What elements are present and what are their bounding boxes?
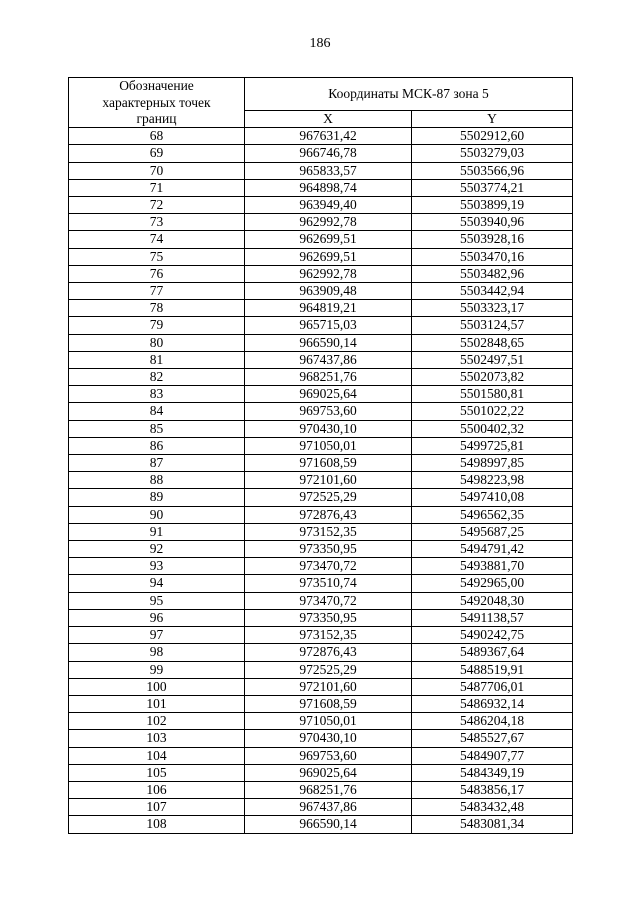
table-row — [69, 214, 573, 231]
table-row — [69, 627, 573, 644]
x-coordinate-cell: 966746,78 — [245, 145, 412, 162]
x-coordinate-cell: 971050,01 — [245, 713, 412, 730]
point-number-cell: 99 — [69, 661, 245, 678]
y-coordinate-cell: 5501022,22 — [412, 403, 573, 420]
x-coordinate-cell: 973470,72 — [245, 592, 412, 609]
table-row — [69, 231, 573, 248]
x-coordinate-cell: 968251,76 — [245, 781, 412, 798]
point-number-cell: 76 — [69, 265, 245, 282]
x-coordinate-cell: 962992,78 — [245, 214, 412, 231]
table-row — [69, 799, 573, 816]
point-number-cell: 108 — [69, 816, 245, 833]
header-point-designation — [69, 78, 245, 128]
y-coordinate-cell: 5503482,96 — [412, 265, 573, 282]
x-coordinate-cell: 971608,59 — [245, 695, 412, 712]
point-number-cell: 70 — [69, 162, 245, 179]
table-row — [69, 179, 573, 196]
point-number-cell: 69 — [69, 145, 245, 162]
table-row — [69, 678, 573, 695]
y-coordinate-cell: 5503899,19 — [412, 197, 573, 214]
x-coordinate-cell: 966590,14 — [245, 816, 412, 833]
y-coordinate-cell: 5483081,34 — [412, 816, 573, 833]
table-row — [69, 283, 573, 300]
y-coordinate-cell: 5502912,60 — [412, 128, 573, 145]
table-row — [69, 592, 573, 609]
table-row — [69, 162, 573, 179]
table-row — [69, 695, 573, 712]
y-coordinate-cell: 5503928,16 — [412, 231, 573, 248]
table-row — [69, 558, 573, 575]
point-number-cell: 78 — [69, 300, 245, 317]
x-coordinate-cell: 972876,43 — [245, 506, 412, 523]
y-coordinate-cell: 5502073,82 — [412, 369, 573, 386]
table-row — [69, 541, 573, 558]
y-coordinate-cell: 5496562,35 — [412, 506, 573, 523]
header-point-line: Обозначение — [119, 78, 194, 94]
table-row — [69, 747, 573, 764]
table-row — [69, 489, 573, 506]
x-coordinate-cell: 967437,86 — [245, 351, 412, 368]
table-body — [69, 128, 573, 833]
x-coordinate-cell: 964819,21 — [245, 300, 412, 317]
x-coordinate-cell: 970430,10 — [245, 730, 412, 747]
x-coordinate-cell: 972876,43 — [245, 644, 412, 661]
y-coordinate-cell: 5483432,48 — [412, 799, 573, 816]
table-row — [69, 197, 573, 214]
table-row — [69, 265, 573, 282]
x-coordinate-cell: 967631,42 — [245, 128, 412, 145]
point-number-cell: 97 — [69, 627, 245, 644]
x-coordinate-cell: 972101,60 — [245, 678, 412, 695]
table-row — [69, 403, 573, 420]
x-coordinate-cell: 969753,60 — [245, 747, 412, 764]
point-number-cell: 106 — [69, 781, 245, 798]
y-coordinate-cell: 5487706,01 — [412, 678, 573, 695]
header-coordinates: Координаты МСК-87 зона 5 — [245, 78, 573, 111]
point-number-cell: 102 — [69, 713, 245, 730]
x-coordinate-cell: 973470,72 — [245, 558, 412, 575]
point-number-cell: 81 — [69, 351, 245, 368]
point-number-cell: 79 — [69, 317, 245, 334]
y-coordinate-cell: 5503940,96 — [412, 214, 573, 231]
x-coordinate-cell: 962992,78 — [245, 265, 412, 282]
y-coordinate-cell: 5501580,81 — [412, 386, 573, 403]
y-coordinate-cell: 5492048,30 — [412, 592, 573, 609]
point-number-cell: 98 — [69, 644, 245, 661]
point-number-cell: 107 — [69, 799, 245, 816]
x-coordinate-cell: 965833,57 — [245, 162, 412, 179]
y-coordinate-cell: 5503279,03 — [412, 145, 573, 162]
point-number-cell: 90 — [69, 506, 245, 523]
x-coordinate-cell: 968251,76 — [245, 369, 412, 386]
point-number-cell: 82 — [69, 369, 245, 386]
x-coordinate-cell: 967437,86 — [245, 799, 412, 816]
point-number-cell: 77 — [69, 283, 245, 300]
y-coordinate-cell: 5484907,77 — [412, 747, 573, 764]
x-coordinate-cell: 973510,74 — [245, 575, 412, 592]
table-row — [69, 730, 573, 747]
x-coordinate-cell: 964898,74 — [245, 179, 412, 196]
x-coordinate-cell: 963909,48 — [245, 283, 412, 300]
point-number-cell: 85 — [69, 420, 245, 437]
point-number-cell: 86 — [69, 437, 245, 454]
table-row — [69, 609, 573, 626]
y-coordinate-cell: 5485527,67 — [412, 730, 573, 747]
header-point-line: характерных точек — [102, 94, 211, 110]
x-coordinate-cell: 965715,03 — [245, 317, 412, 334]
x-coordinate-cell: 973152,35 — [245, 627, 412, 644]
point-number-cell: 91 — [69, 523, 245, 540]
table-row — [69, 437, 573, 454]
x-coordinate-cell: 973152,35 — [245, 523, 412, 540]
y-coordinate-cell: 5502497,51 — [412, 351, 573, 368]
table-row — [69, 713, 573, 730]
point-number-cell: 89 — [69, 489, 245, 506]
y-coordinate-cell: 5490242,75 — [412, 627, 573, 644]
y-coordinate-cell: 5491138,57 — [412, 609, 573, 626]
point-number-cell: 80 — [69, 334, 245, 351]
header-point-line: границ — [136, 110, 177, 126]
y-coordinate-cell: 5492965,00 — [412, 575, 573, 592]
x-coordinate-cell: 962699,51 — [245, 231, 412, 248]
table-row — [69, 351, 573, 368]
y-coordinate-cell: 5483856,17 — [412, 781, 573, 798]
point-number-cell: 83 — [69, 386, 245, 403]
table-row — [69, 420, 573, 437]
table-row — [69, 472, 573, 489]
table-row — [69, 816, 573, 833]
header-y: Y — [412, 111, 573, 128]
x-coordinate-cell: 971050,01 — [245, 437, 412, 454]
table-row — [69, 506, 573, 523]
y-coordinate-cell: 5495687,25 — [412, 523, 573, 540]
point-number-cell: 93 — [69, 558, 245, 575]
y-coordinate-cell: 5493881,70 — [412, 558, 573, 575]
x-coordinate-cell: 973350,95 — [245, 541, 412, 558]
x-coordinate-cell: 966590,14 — [245, 334, 412, 351]
y-coordinate-cell: 5503442,94 — [412, 283, 573, 300]
x-coordinate-cell: 972525,29 — [245, 489, 412, 506]
header-x: X — [245, 111, 412, 128]
y-coordinate-cell: 5498223,98 — [412, 472, 573, 489]
page-number: 186 — [309, 36, 331, 51]
table-row — [69, 317, 573, 334]
table-row — [69, 575, 573, 592]
point-number-cell: 100 — [69, 678, 245, 695]
table-row — [69, 128, 573, 145]
point-number-cell: 103 — [69, 730, 245, 747]
y-coordinate-cell: 5488519,91 — [412, 661, 573, 678]
point-number-cell: 71 — [69, 179, 245, 196]
y-coordinate-cell: 5499725,81 — [412, 437, 573, 454]
y-coordinate-cell: 5503323,17 — [412, 300, 573, 317]
point-number-cell: 96 — [69, 609, 245, 626]
x-coordinate-cell: 969025,64 — [245, 764, 412, 781]
point-number-cell: 94 — [69, 575, 245, 592]
table-row — [69, 334, 573, 351]
point-number-cell: 88 — [69, 472, 245, 489]
y-coordinate-cell: 5497410,08 — [412, 489, 573, 506]
y-coordinate-cell: 5498997,85 — [412, 455, 573, 472]
y-coordinate-cell: 5489367,64 — [412, 644, 573, 661]
point-number-cell: 84 — [69, 403, 245, 420]
table-row — [69, 300, 573, 317]
table-row — [69, 781, 573, 798]
point-number-cell: 72 — [69, 197, 245, 214]
table-row — [69, 764, 573, 781]
point-number-cell: 101 — [69, 695, 245, 712]
x-coordinate-cell: 962699,51 — [245, 248, 412, 265]
y-coordinate-cell: 5494791,42 — [412, 541, 573, 558]
y-coordinate-cell: 5502848,65 — [412, 334, 573, 351]
point-number-cell: 75 — [69, 248, 245, 265]
y-coordinate-cell: 5484349,19 — [412, 764, 573, 781]
point-number-cell: 87 — [69, 455, 245, 472]
table-row — [69, 661, 573, 678]
y-coordinate-cell: 5503566,96 — [412, 162, 573, 179]
y-coordinate-cell: 5503470,16 — [412, 248, 573, 265]
y-coordinate-cell: 5500402,32 — [412, 420, 573, 437]
y-coordinate-cell: 5503774,21 — [412, 179, 573, 196]
table-row — [69, 248, 573, 265]
point-number-cell: 68 — [69, 128, 245, 145]
table-row — [69, 369, 573, 386]
coordinates-table — [68, 77, 573, 834]
x-coordinate-cell: 972101,60 — [245, 472, 412, 489]
table-row — [69, 145, 573, 162]
y-coordinate-cell: 5486204,18 — [412, 713, 573, 730]
point-number-cell: 104 — [69, 747, 245, 764]
x-coordinate-cell: 973350,95 — [245, 609, 412, 626]
point-number-cell: 73 — [69, 214, 245, 231]
point-number-cell: 74 — [69, 231, 245, 248]
table-row — [69, 455, 573, 472]
x-coordinate-cell: 971608,59 — [245, 455, 412, 472]
y-coordinate-cell: 5486932,14 — [412, 695, 573, 712]
point-number-cell: 92 — [69, 541, 245, 558]
point-number-cell: 95 — [69, 592, 245, 609]
table-row — [69, 644, 573, 661]
x-coordinate-cell: 963949,40 — [245, 197, 412, 214]
table-row — [69, 523, 573, 540]
x-coordinate-cell: 969753,60 — [245, 403, 412, 420]
x-coordinate-cell: 970430,10 — [245, 420, 412, 437]
table-row — [69, 386, 573, 403]
x-coordinate-cell: 969025,64 — [245, 386, 412, 403]
point-number-cell: 105 — [69, 764, 245, 781]
y-coordinate-cell: 5503124,57 — [412, 317, 573, 334]
x-coordinate-cell: 972525,29 — [245, 661, 412, 678]
